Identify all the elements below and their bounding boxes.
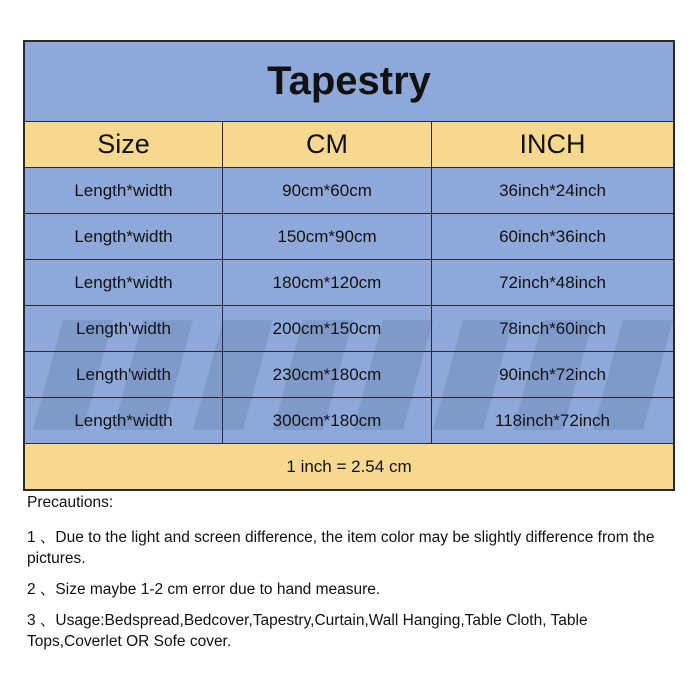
size-cell: Length'width [25,306,223,351]
size-table [23,40,675,491]
precaution-item: 3 、Usage:Bedspread,Bedcover,Tapestry,Curtain,Wall Hanging,Table Cloth, Table Tops,Coverlet OR Sofe cover. [27,612,588,650]
table-row [25,168,673,214]
cm-cell: 230cm*180cm [223,352,432,397]
cm-cell: 200cm*150cm [223,306,432,351]
conversion-footer: 1 inch = 2.54 cm [25,444,673,489]
table-row [25,214,673,260]
cm-cell: 180cm*120cm [223,260,432,305]
header-cm: CM [223,122,432,167]
size-cell: Length*width [25,214,223,259]
precaution-item: 1 、Due to the light and screen difference, the item color may be slightly difference from the pictures. [27,529,655,567]
table-row [25,306,673,352]
cm-cell: 150cm*90cm [223,214,432,259]
table-row [25,352,673,398]
header-inch: INCH [519,129,586,159]
size-cell: Length*width [25,260,223,305]
header-size: Size [25,122,223,167]
size-cell: Length*width [25,168,223,213]
inch-cell: 78inch*60inch [499,318,606,338]
size-cell: Length'width [25,352,223,397]
inch-cell: 118inch*72inch [495,410,610,430]
inch-cell: 60inch*36inch [499,226,606,246]
size-cell: Length*width [25,398,223,443]
cm-cell: 90cm*60cm [223,168,432,213]
inch-cell: 36inch*24inch [499,180,606,200]
precautions-heading: Precautions: [27,494,114,511]
table-row [25,398,673,444]
inch-cell: 90inch*72inch [499,364,606,384]
cm-cell: 300cm*180cm [223,398,432,443]
precaution-item: 2 、Size maybe 1-2 cm error due to hand measure. [27,581,381,598]
table-row [25,260,673,306]
header-row [25,122,673,168]
table-title: Tapestry [25,42,673,122]
precautions-section [27,492,677,662]
inch-cell: 72inch*48inch [499,272,606,292]
